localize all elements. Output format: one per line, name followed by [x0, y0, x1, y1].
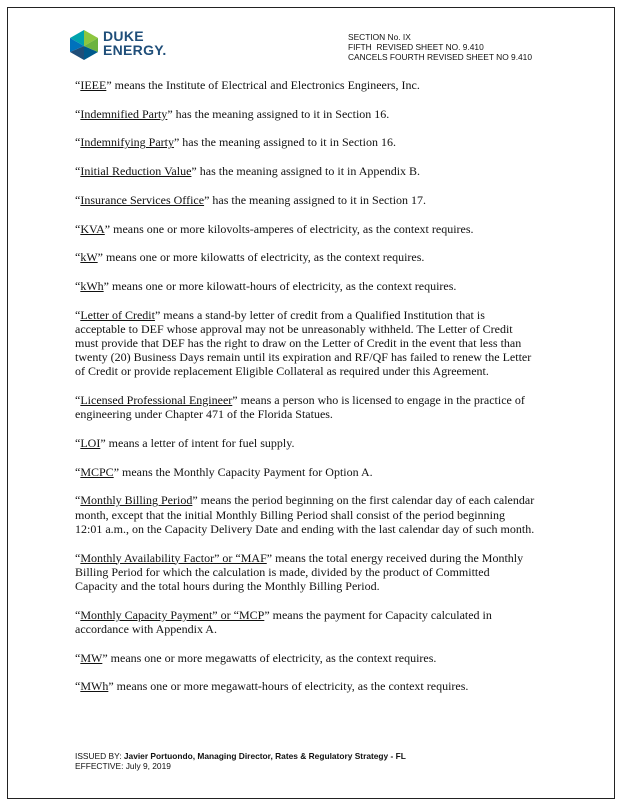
issued-by-line [75, 751, 406, 761]
open-quote: “ [75, 78, 81, 92]
definition-text: ” means one or more kilowatt-hours of electricity, as the context requires. [103, 278, 457, 293]
definition-paragraph [75, 193, 535, 207]
logo-word-energy: ENERGY. [103, 42, 167, 58]
defined-term: KVA [80, 221, 105, 236]
defined-term: Licensed Professional Engineer [80, 393, 233, 408]
open-quote: “ [75, 493, 81, 508]
effective-value: July 9, 2019 [125, 761, 171, 771]
sheet-header [348, 32, 532, 62]
defined-term: Monthly Availability Factor” or “MAF [80, 550, 267, 565]
definitions-list [75, 78, 535, 708]
definition-text: ” means a person who is licensed to engage in the practice of engineering under Chapter 471 of the Florida Statues. [75, 393, 525, 422]
defined-term: MW [80, 650, 103, 665]
open-quote: “ [75, 607, 81, 622]
open-quote: “ [75, 464, 81, 479]
definition-text: ” means one or more kilowatts of electricity, as the context requires. [97, 250, 425, 265]
defined-term: Letter of Credit [80, 307, 155, 322]
definition-text: ” has the meaning assigned to it in Section 16. [173, 135, 396, 150]
defined-term: MWh [80, 679, 109, 694]
defined-term: Monthly Billing Period [80, 493, 193, 508]
definition-paragraph [75, 279, 535, 293]
defined-term: Indemnifying Party [80, 135, 174, 150]
open-quote: “ [75, 250, 81, 265]
defined-term: Initial Reduction Value [80, 164, 192, 179]
open-quote: “ [75, 135, 81, 150]
defined-term: kWh [80, 278, 104, 293]
revised-sheet: FIFTH REVISED SHEET NO. 9.410 [348, 42, 484, 52]
definition-text: ” has the meaning assigned to it in Appendix B. [191, 164, 421, 179]
definition-paragraph [75, 164, 535, 178]
open-quote: “ [75, 679, 81, 694]
definition-paragraph [75, 436, 535, 450]
definition-text: ” means a letter of intent for fuel supply. [100, 436, 295, 451]
definition-paragraph [75, 107, 535, 121]
defined-term: kW [80, 250, 98, 265]
issued-by-value: Javier Portuondo, Managing Director, Rates & Regulatory Strategy - FL [123, 751, 406, 761]
definition-paragraph [75, 393, 535, 421]
logo-word-duke: DUKE [103, 28, 144, 44]
definition-text: ” means a stand-by letter of credit from a Qualified Institution that is acceptable to DEF whose approval may not be unreasonably withheld. The Letter of Credit must provide that DEF has the right to draw on the Letter of Credit in the event that less than twenty (20) Business Days remain until its expiration and RF/QF has failed to renew the Letter of Credit or provide replacement Eligible Collateral as required under this Agreement. [75, 307, 532, 379]
defined-term: IEEE [80, 78, 107, 92]
definition-text: ” means one or more megawatt-hours of electricity, as the context requires. [108, 679, 469, 694]
definition-paragraph [75, 651, 535, 665]
definition-text: ” has the meaning assigned to it in Section 17. [204, 192, 427, 207]
defined-term: MCPC [80, 464, 114, 479]
definition-text: ” means the Institute of Electrical and Electronics Engineers, Inc. [106, 78, 420, 92]
open-quote: “ [75, 650, 81, 665]
effective-line [75, 761, 406, 771]
duke-energy-mark-icon [66, 28, 102, 62]
open-quote: “ [75, 436, 81, 451]
open-quote: “ [75, 393, 81, 408]
defined-term: LOI [80, 436, 101, 451]
definition-paragraph [75, 608, 535, 636]
issued-by-label: ISSUED BY: [75, 751, 124, 761]
definition-paragraph [75, 135, 535, 149]
definition-paragraph [75, 250, 535, 264]
defined-term: Monthly Capacity Payment” or “MCP [80, 607, 265, 622]
definition-paragraph [75, 78, 535, 92]
definition-text: ” has the meaning assigned to it in Section 16. [167, 106, 390, 121]
logo-wordmark [103, 29, 167, 57]
open-quote: “ [75, 278, 81, 293]
definition-paragraph [75, 679, 535, 693]
definition-text: ” means the period beginning on the first calendar day of each calendar month, except that the initial Monthly Billing Period shall consist of the period beginning 12:01 a.m., on the Capacity Delivery Date and ending with the last calendar day of such month. [75, 493, 535, 536]
definition-paragraph [75, 308, 535, 379]
definition-text: ” means one or more kilovolts-amperes of electricity, as the context requires. [104, 221, 474, 236]
defined-term: Insurance Services Office [80, 192, 205, 207]
open-quote: “ [75, 192, 81, 207]
open-quote: “ [75, 106, 81, 121]
definition-paragraph [75, 551, 535, 594]
duke-energy-logo [66, 28, 176, 62]
defined-term: Indemnified Party [80, 106, 168, 121]
definition-text: ” means the Monthly Capacity Payment for Option A. [113, 464, 373, 479]
open-quote: “ [75, 221, 81, 236]
open-quote: “ [75, 550, 81, 565]
open-quote: “ [75, 164, 81, 179]
definition-paragraph [75, 493, 535, 536]
effective-label: EFFECTIVE: [75, 761, 126, 771]
definition-text: ” means one or more megawatts of electricity, as the context requires. [102, 650, 437, 665]
cancels-sheet: CANCELS FOURTH REVISED SHEET NO 9.410 [348, 52, 532, 62]
definition-paragraph [75, 222, 535, 236]
section-number: SECTION No. IX [348, 32, 411, 42]
definition-paragraph [75, 465, 535, 479]
definition-text: ” means the total energy received during the Monthly Billing Period for which the calculation is made, divided by the product of Committed Capacity and the total hours during the Monthly Billing Period. [75, 550, 524, 593]
open-quote: “ [75, 307, 81, 322]
footer [75, 751, 406, 771]
definition-text: ” means the payment for Capacity calculated in accordance with Appendix A. [75, 607, 492, 636]
